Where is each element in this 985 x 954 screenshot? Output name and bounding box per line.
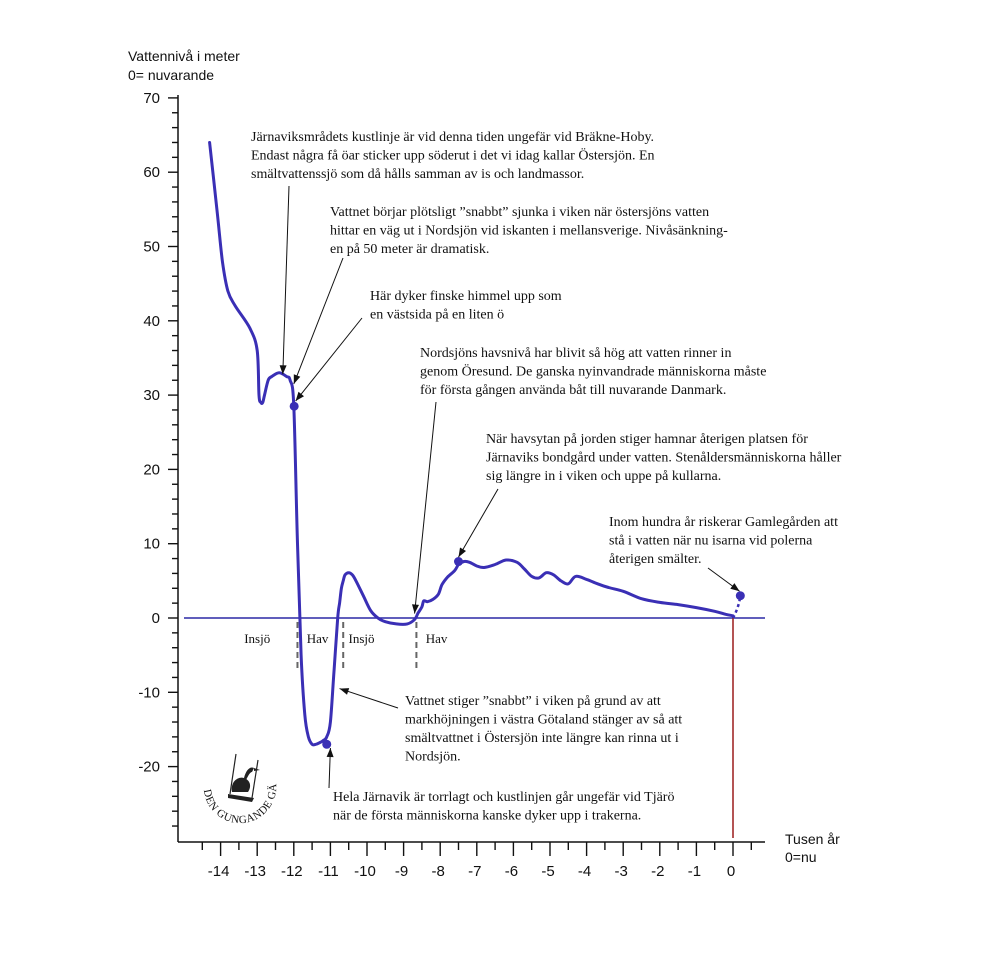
annotation-text-line: Hela Järnavik är torrlagt och kustlinjen går ungefär vid Tjärö xyxy=(333,790,675,805)
x-tick-label: -13 xyxy=(244,863,267,880)
x-axis-title-line2: 0=nu xyxy=(785,849,817,865)
x-tick-label: -7 xyxy=(468,863,482,880)
y-tick-label: -10 xyxy=(138,684,160,702)
annotation-text-line: för första gången använda båt till nuvarande Danmark. xyxy=(420,383,727,398)
x-tick-label: 0 xyxy=(726,863,736,880)
annotation-arrow-line xyxy=(340,689,398,708)
annotation-arrow-line xyxy=(283,186,289,374)
annotation-text-line: genom Öresund. De ganska nyinvandrade människorna måste xyxy=(420,364,767,380)
annotation-text-line: Här dyker finske himmel upp som xyxy=(370,289,562,304)
annotation-text-line: återigen smälter. xyxy=(609,552,702,567)
annotation-arrow-line xyxy=(415,402,436,614)
x-tick-label: -1 xyxy=(687,863,702,880)
annotation-text-line: Endast några få öar sticker upp söderut i det vi idag kallar Östersjön. En xyxy=(251,148,655,164)
zone-labels xyxy=(244,622,448,668)
goose-on-swing-icon xyxy=(228,754,260,802)
y-tick-label: 10 xyxy=(143,535,160,553)
y-axis-title-line2: 0= nuvarande xyxy=(128,67,215,83)
logo-text: DEN GUNGANDE GÄ xyxy=(200,783,280,827)
x-tick-label: -9 xyxy=(394,863,409,880)
zone-label: Hav xyxy=(425,631,448,646)
annotation-text-line: Inom hundra år riskerar Gamlegården att xyxy=(609,515,838,530)
y-tick-label: -20 xyxy=(138,758,160,776)
y-tick-label: 60 xyxy=(143,164,160,182)
data-marker-point xyxy=(454,557,463,566)
data-marker-point xyxy=(736,591,745,600)
logo xyxy=(201,754,279,826)
x-tick-label: -10 xyxy=(354,863,376,880)
annotation-text-line: Nordsjön. xyxy=(405,749,461,765)
zone-label: Insjö xyxy=(348,631,375,646)
zone-label: Hav xyxy=(306,631,329,646)
annotations xyxy=(251,130,842,824)
annotation-text-line: smältvattnet i Östersjön inte längre kan rinna ut i xyxy=(405,731,679,746)
annotation-arrow-line xyxy=(296,318,362,401)
annotation-text-line: en västsida på en liten ö xyxy=(370,307,505,323)
annotation-arrowhead xyxy=(459,548,467,558)
annotation-arrowhead xyxy=(294,374,301,384)
y-axis-title-line1: Vattennivå i meter xyxy=(128,48,240,64)
annotation-text-line: Järnaviks bondgård under vatten. Stenåldersmänniskorna håller xyxy=(486,450,842,466)
annotation-arrowhead xyxy=(340,688,350,695)
annotation-arrowhead xyxy=(730,583,739,591)
y-tick-label: 50 xyxy=(143,238,160,256)
data-marker-point xyxy=(290,402,299,411)
x-tick-label: -8 xyxy=(431,863,445,880)
annotation-arrow-line xyxy=(294,258,343,384)
x-tick-label: -6 xyxy=(504,863,519,880)
annotation-text-line: hittar en väg ut i Nordsjön vid iskanten i mellansverige. Nivåsänkning- xyxy=(330,223,728,239)
annotation-text-line: Järnaviksmrådets kustlinje är vid denna tiden ungefär vid Bräkne-Hoby. xyxy=(251,130,655,145)
annotation-arrowhead xyxy=(327,748,334,757)
y-tick-label: 40 xyxy=(143,312,160,330)
annotation-text-line: en på 50 meter är dramatisk. xyxy=(330,242,490,257)
annotation-arrowhead xyxy=(296,392,304,401)
x-tick-label: -2 xyxy=(651,863,665,880)
annotation-arrow-line xyxy=(459,489,499,557)
y-tick-label: 0 xyxy=(151,610,160,627)
x-tick-label: -3 xyxy=(614,863,628,880)
x-axis-title-line1: Tusen år xyxy=(785,831,840,847)
y-tick-label: 70 xyxy=(143,89,160,107)
annotation-8 xyxy=(327,748,675,824)
annotation-text-line: Vattnet stiger ”snabbt” i viken på grund av att xyxy=(405,694,661,709)
annotation-text-line: Vattnet börjar plötsligt ”snabbt” sjunka i viken när östersjöns vatten xyxy=(330,205,710,220)
annotation-text-line: När havsytan på jorden stiger hamnar återigen platsen för xyxy=(486,432,808,447)
annotation-text-line: smältvattenssjö som då hålls samman av is och landmassor. xyxy=(251,167,585,182)
annotation-text-line: stå i vatten när nu isarna vid polerna xyxy=(609,533,813,549)
x-tick-label: -5 xyxy=(541,863,555,880)
y-tick-label: 20 xyxy=(143,461,160,479)
annotation-text-line: markhöjningen i västra Götaland stänger av så att xyxy=(405,712,683,728)
zone-label: Insjö xyxy=(244,631,271,646)
x-tick-label: -12 xyxy=(280,863,303,880)
x-tick-label: -4 xyxy=(577,863,592,880)
annotation-text-line: sig längre in i viken och uppe på kullarna. xyxy=(486,469,722,484)
x-tick-label: -11 xyxy=(318,863,339,880)
x-tick-label: -14 xyxy=(207,863,230,880)
annotation-text-line: när de första människorna kanske dyker upp i trakerna. xyxy=(333,808,642,824)
data-marker-point xyxy=(322,740,331,749)
y-tick-label: 30 xyxy=(143,387,160,405)
annotation-7 xyxy=(340,688,683,764)
annotation-text-line: Nordsjöns havsnivå har blivit så hög att vatten rinner in xyxy=(420,346,732,361)
annotation-6 xyxy=(609,515,838,591)
